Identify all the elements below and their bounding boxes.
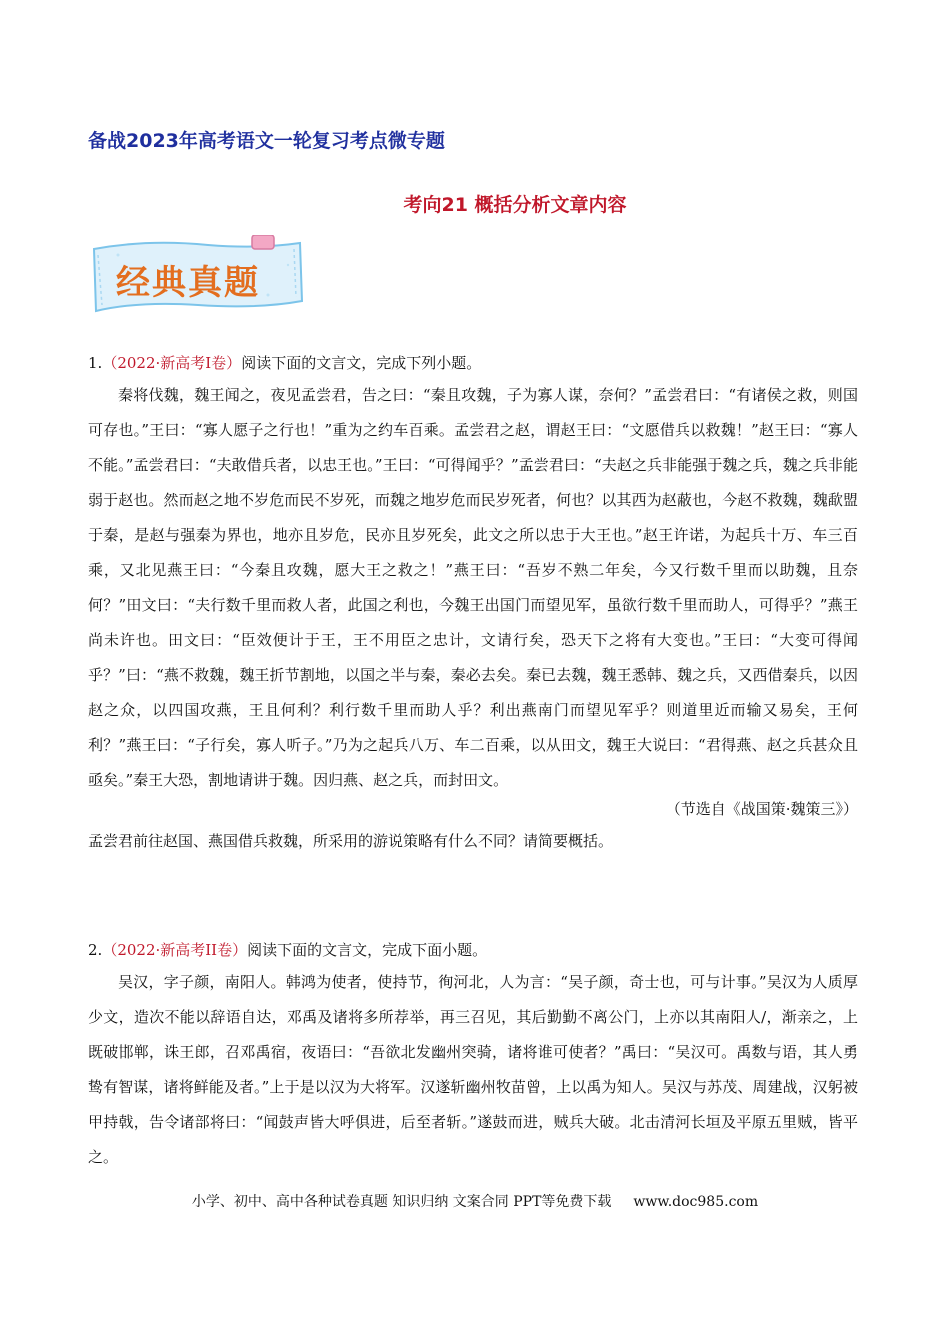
question-1-number: 1. bbox=[88, 354, 103, 372]
classic-exam-banner bbox=[88, 235, 308, 317]
footer-text: 小学、初中、高中各种试卷真题 知识归纳 文案合同 PPT等免费下载 bbox=[191, 1194, 612, 1210]
question-1-header bbox=[88, 352, 858, 374]
question-1-source: （2022·新高考I卷） bbox=[102, 354, 242, 372]
series-title: 备战2023年高考语文一轮复习考点微专题 bbox=[88, 130, 445, 152]
question-2-source: （2022·新高考II卷） bbox=[102, 941, 248, 959]
question-2-instruction: 阅读下面的文言文，完成下面小题。 bbox=[247, 941, 488, 959]
question-1 bbox=[88, 352, 858, 852]
paper-clip-icon bbox=[252, 235, 274, 249]
question-2-header bbox=[88, 939, 858, 961]
page-footer bbox=[0, 1191, 950, 1211]
question-1-passage: 秦将伐魏，魏王闻之，夜见孟尝君，告之曰：“秦且攻魏，子为寡人谋，奈何？”孟尝君曰：“有诸侯之救，则国可存也。”王曰：“寡人愿子之行也！”重为之约车百乘。孟尝君之赵，谓赵王曰：“文愿借兵以救魏！”赵王曰：“寡人不能。”孟尝君曰：“夫敢借兵者，以忠王也。”王曰：“可得闻乎？”孟尝君曰：“夫赵之兵非能强于魏之兵，魏之兵非能弱于赵也。然而赵之地不岁危而民不岁死，而魏之地岁危而民岁死者，何也？以其西为赵蔽也，今赵不救魏，魏歃盟于秦，是赵与强秦为界也，地亦且岁危，民亦且岁死矣，此文之所以忠于大王也。”赵王许诺，为起兵十万、车三百乘，又北见燕王曰：“今秦且攻魏，愿大王之救之！”燕王曰：“吾岁不熟二年矣，今又行数千里而以助魏，且奈何？”田文曰：“夫行数千里而救人者，此国之利也，今魏王出国门而望见军，虽欲行数千里而助人，可得乎？”燕王尚未许也。田文曰：“臣效便计于王，王不用臣之忠计，文请行矣，恐天下之将有大变也。”王曰：“大变可得闻乎？”曰：“燕不救魏，魏王折节割地，以国之半与秦，秦必去矣。秦已去魏，魏王悉韩、魏之兵，又西借秦兵，以因赵之众，以四国攻燕，王且何利？利行数千里而助人乎？利出燕南门而望见军乎？则道里近而输又易矣，王何利？”燕王曰：“子行矣，寡人听子。”乃为之起兵八万、车二百乘，以从田文，魏王大说曰：“君得燕、赵之兵甚众且亟矣。”秦王大恐，割地请讲于魏。因归燕、赵之兵，而封田文。 bbox=[88, 386, 858, 789]
question-1-prompt: 孟尝君前往赵国、燕国借兵救魏，所采用的游说策略有什么不同？请简要概括。 bbox=[88, 832, 614, 850]
question-2-number: 2. bbox=[88, 941, 103, 959]
question-2 bbox=[88, 939, 858, 1175]
question-1-instruction: 阅读下面的文言文，完成下列小题。 bbox=[241, 354, 482, 372]
banner-label: 经典真题 bbox=[116, 263, 260, 303]
question-1-citation: （节选自《战国策·魏策三》） bbox=[665, 800, 858, 818]
topic-title: 考向21 概括分析文章内容 bbox=[403, 194, 627, 216]
footer-url[interactable]: www.doc985.com bbox=[633, 1194, 759, 1210]
question-2-passage: 吴汉，字子颜，南阳人。韩鸿为使者，使持节，徇河北，人为言：“吴子颜，奇士也，可与计事。”吴汉为人质厚少文，造次不能以辞语自达，邓禹及诸将多所荐举，再三召见，其后勤勤不离公门，上亦以其南阳人/，渐亲之，上既破邯郸，诛王郎，召邓禹宿，夜语曰：“吾欲北发幽州突骑，诸将谁可使者？”禹曰：“吴汉可。禹数与语，其人勇鸷有智谋，诸将鲜能及者。”上于是以汉为大将军。汉遂斩幽州牧苗曾，上以禹为知人。吴汉与苏茂、周建战，汉躬被甲持戟，告令诸部将曰：“闻鼓声皆大呼俱进，后至者斩。”遂鼓而进，贼兵大破。北击清河长垣及平原五里贼，皆平之。 bbox=[88, 973, 858, 1166]
